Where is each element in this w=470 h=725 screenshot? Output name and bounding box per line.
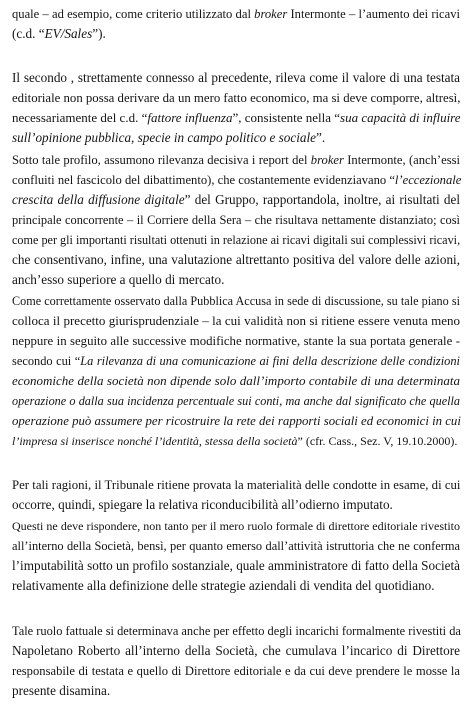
text-line — [12, 230, 460, 250]
text-run: ”). — [92, 26, 106, 41]
text-run-italic: operazione può assumere per ricostruire la rete dei rapporti sociali ed economici in cui — [12, 414, 461, 428]
text-run: Il secondo , strettamente connesso al precedente, rileva come il valore di una testata — [12, 70, 460, 85]
text-run: secondo cui “ — [12, 354, 81, 368]
text-run: ” (cfr. Cass., Sez. V, 19.10.2000). — [297, 434, 458, 448]
text-line — [12, 4, 460, 24]
text-run-italic: l’impresa si inserisce nonché l’identità, stessa della società — [12, 434, 298, 448]
text-line — [12, 371, 460, 391]
text-line — [12, 270, 460, 290]
text-line — [12, 495, 460, 515]
text-line — [12, 661, 460, 681]
text-line — [12, 475, 460, 495]
text-line — [12, 681, 460, 701]
text-run-italic: economiche della società non dipende solo dall’importo contabile di una determinata — [12, 373, 460, 388]
text-line — [12, 210, 460, 230]
text-run: l’imputabilità sotto un profilo sostanziale, quale amministratore di fatto della Società — [12, 558, 460, 573]
text-run: anch’esso superiore a quello di mercato. — [12, 272, 225, 287]
text-run: Come correttamente osservato dalla Pubblica Accusa in sede di discussione, su tale piano si — [12, 294, 460, 308]
text-line — [12, 556, 460, 576]
text-run: Intermonte – l’aumento dei ricavi — [287, 7, 460, 21]
text-run: che consentivano, infine, una valutazione altrettanto positiva del valore delle azioni, — [12, 252, 460, 267]
text-run: Napoletano Roberto all’interno della Società, che cumulava l’incarico di Direttore — [12, 643, 460, 658]
text-line — [12, 536, 460, 556]
text-line — [12, 516, 460, 536]
text-line — [12, 351, 460, 371]
text-run: quale – ad esempio, come criterio utilizzato dal — [12, 7, 255, 21]
text-run: ”. — [315, 130, 326, 145]
text-run: confluiti nel fascicolo del dibattimento), che costantemente evidenziavano “ — [12, 173, 395, 187]
text-line — [12, 128, 460, 148]
text-line — [12, 331, 460, 351]
text-run: (c.d. “ — [12, 26, 45, 41]
text-line — [12, 621, 460, 641]
text-run-italic: crescita della diffusione digitale — [12, 192, 185, 207]
text-run: neppure in seguito alle successive modifiche normative, stante la sua portata generale - — [12, 334, 460, 348]
text-line — [12, 250, 460, 270]
text-run-italic: EV/Sales — [44, 26, 93, 41]
text-line — [12, 108, 460, 128]
text-run: Per tali ragioni, il Tribunale ritiene provata la materialità delle condotte in esame, di cui — [12, 478, 461, 492]
text-line — [12, 190, 460, 210]
text-line — [12, 68, 460, 88]
text-run-italic: sull’opinione pubblica, specie in campo politico e sociale — [12, 130, 316, 145]
text-line — [12, 641, 460, 661]
text-line — [12, 170, 460, 190]
text-run: ” del Gruppo, rapportandola, inoltre, ai risultati del — [184, 192, 460, 207]
text-run: necessariamente del c.d. “ — [12, 110, 148, 125]
text-line — [12, 431, 460, 451]
text-run: Questi ne deve rispondere, non tanto per il mero ruolo formale di direttore editoriale rivestito — [12, 519, 460, 533]
text-line — [12, 311, 460, 331]
text-run: Sotto tale profilo, assumono rilevanza decisiva i report del — [12, 153, 311, 167]
text-run-italic: operazione o dalla sua incidenza percentuale sui conti, ma anche dal significato che quella — [12, 394, 460, 408]
text-run: ”, consistente nella “ — [232, 110, 341, 125]
text-line — [12, 88, 460, 108]
text-line — [12, 576, 460, 596]
text-run-italic: sua capacità di influire — [340, 110, 461, 125]
text-run: principale concorrente – il Corriere della Sera – che risultava nettamente distanziato; così — [12, 213, 460, 227]
text-run: all’interno della Società, bensì, per quanto emerso dall’attività istruttoria che ne conferma — [12, 539, 460, 553]
text-run-italic: broker — [254, 7, 288, 21]
text-line — [12, 291, 460, 311]
text-run: presente disamina. — [12, 683, 111, 698]
text-run: occorre, quindi, spiegare la relativa riconducibilità all’odierno imputato. — [12, 497, 393, 512]
text-run-italic: La rilevanza di una comunicazione ai fini della descrizione delle condizioni — [80, 354, 460, 368]
text-run-italic: broker — [310, 153, 344, 167]
text-line — [12, 391, 460, 411]
text-line — [12, 24, 460, 44]
text-run: Tale ruolo fattuale si determinava anche per effetto degli incarichi formalmente rivestiti da — [12, 624, 461, 638]
text-run-italic: fattore influenza — [147, 110, 233, 125]
text-run: editoriale non possa derivare da un mero fatto economico, ma si deve comporre, altresì, — [12, 91, 461, 105]
text-run: come per gli importanti risultati ottenuti in relazione ai ricavi digitali sui complessivi ricavi, — [12, 233, 461, 247]
text-run: relativamente alla definizione delle strategie aziendali di vendita del quotidiano. — [12, 578, 435, 593]
text-run-italic: l’eccezionale — [394, 173, 462, 187]
text-run: responsabile di testata e quello di Direttore editoriale e da cui deve prendere le mosse la — [12, 664, 460, 678]
text-run: colloca il precetto giurisprudenziale – la cui validità non si ritiene essere venuta meno — [12, 313, 460, 328]
text-line — [12, 411, 460, 431]
text-run: Intermonte, (anch’essi — [343, 153, 460, 167]
text-line — [12, 150, 460, 170]
